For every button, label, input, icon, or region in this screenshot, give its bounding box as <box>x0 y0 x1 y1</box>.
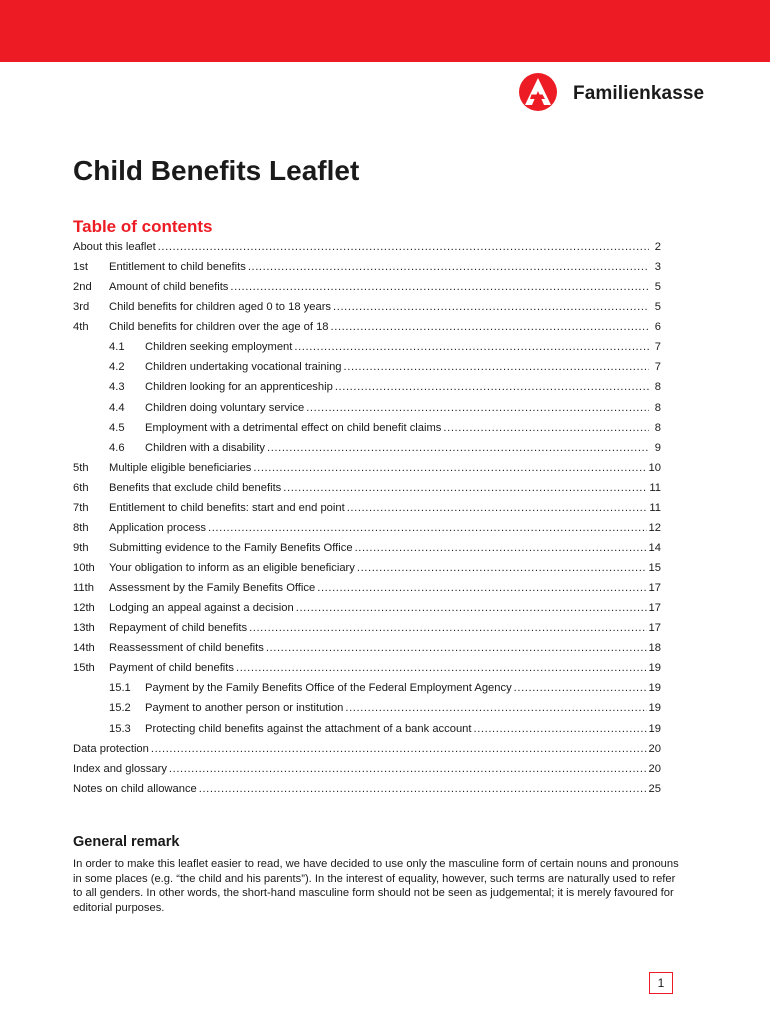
arbeitsagentur-a-logo-icon <box>518 72 558 117</box>
toc-entry-page: 7 <box>654 361 661 374</box>
toc-entry[interactable] <box>73 678 661 698</box>
toc-entry-label: Child benefits for children over the age of 18 <box>109 321 329 334</box>
toc-leader-dots <box>296 602 647 614</box>
toc-leader-dots <box>266 642 647 654</box>
toc-heading: Table of contents <box>73 217 213 236</box>
toc-entry-number: 4.2 <box>109 361 125 374</box>
toc-entry-label: Submitting evidence to the Family Benefits Office <box>109 541 353 554</box>
toc-entry[interactable] <box>73 438 661 458</box>
toc-entry-number: 10th <box>73 562 95 575</box>
document-title: Child Benefits Leaflet <box>73 155 360 186</box>
toc-entry-number: 4.1 <box>109 341 125 354</box>
toc-entry-number: 6th <box>73 481 89 494</box>
toc-entry-label: Benefits that exclude child benefits <box>109 481 282 494</box>
toc-entry-page: 11 <box>649 501 661 514</box>
toc-entry[interactable] <box>73 779 661 799</box>
toc-entry-number: 15.3 <box>109 722 131 735</box>
toc-leader-dots <box>236 662 647 674</box>
page-number: 1 <box>649 972 673 994</box>
general-remark-text: In order to make this leaflet easier to read, we have decided to use only the masculine form of certain nouns and pronouns in some places (e.g. “the child and his parents”). In the interest of equality, however, such terms are naturally used to refer to all genders. In other words, the short-hand masculine form should not be seen as judgemental; it is merely favoured for editorial purposes. <box>73 858 679 914</box>
toc-entry[interactable] <box>73 759 661 779</box>
toc-leader-dots <box>230 281 649 293</box>
toc-entry-page: 19 <box>648 702 661 715</box>
toc-entry[interactable] <box>73 558 661 578</box>
toc-leader-dots <box>474 723 647 735</box>
toc-entry-page: 8 <box>654 381 661 394</box>
toc-entry[interactable] <box>73 277 661 297</box>
toc-entry-page: 15 <box>648 562 661 575</box>
toc-entry-number: 4.3 <box>109 381 125 394</box>
toc-leader-dots <box>283 482 647 494</box>
toc-entry-label: Payment by the Family Benefits Office of the Federal Employment Agency <box>145 682 512 695</box>
toc-entry-label: Data protection <box>73 742 149 755</box>
toc-leader-dots <box>267 442 649 454</box>
toc-entry-page: 8 <box>654 421 661 434</box>
toc-entry-number: 4.6 <box>109 441 125 454</box>
toc-entry[interactable] <box>73 257 661 277</box>
toc-entry[interactable] <box>73 719 661 739</box>
toc-entry-label: Payment to another person or institution <box>145 702 344 715</box>
toc-entry[interactable] <box>73 618 661 638</box>
toc-entry-number: 9th <box>73 541 89 554</box>
toc-leader-dots <box>345 702 646 714</box>
table-of-contents <box>73 237 661 799</box>
toc-entry-number: 2nd <box>73 281 92 294</box>
toc-leader-dots <box>249 622 646 634</box>
toc-entry[interactable] <box>73 638 661 658</box>
toc-leader-dots <box>357 562 647 574</box>
toc-entry-page: 12 <box>648 521 661 534</box>
toc-entry-label: Child benefits for children aged 0 to 18 years <box>109 301 332 314</box>
toc-leader-dots <box>333 301 649 313</box>
toc-entry-number: 14th <box>73 642 95 655</box>
toc-leader-dots <box>317 582 646 594</box>
toc-entry-label: Children doing voluntary service <box>145 401 305 414</box>
toc-entry-page: 7 <box>654 341 661 354</box>
toc-entry-number: 1st <box>73 261 88 274</box>
toc-entry-number: 4th <box>73 321 89 334</box>
toc-entry-page: 25 <box>648 782 661 795</box>
toc-entry-number: 13th <box>73 622 95 635</box>
toc-leader-dots <box>253 462 646 474</box>
toc-entry-page: 2 <box>654 241 661 254</box>
header-red-bar <box>0 0 770 62</box>
toc-entry[interactable] <box>73 658 661 678</box>
toc-entry-label: Reassessment of child benefits <box>109 642 264 655</box>
toc-entry-page: 17 <box>648 582 661 595</box>
general-remark-heading: General remark <box>73 834 180 850</box>
toc-entry-number: 15th <box>73 662 95 675</box>
toc-entry-label: Notes on child allowance <box>73 782 197 795</box>
toc-entry-label: Lodging an appeal against a decision <box>109 602 294 615</box>
toc-leader-dots <box>199 783 647 795</box>
toc-entry-label: Entitlement to child benefits: start and end point <box>109 501 345 514</box>
toc-entry-number: 15.1 <box>109 682 131 695</box>
toc-entry-number: 11th <box>73 582 94 595</box>
toc-entry-label: Children with a disability <box>145 441 266 454</box>
toc-entry-label: Index and glossary <box>73 762 167 775</box>
toc-entry-label: Children seeking employment <box>145 341 293 354</box>
toc-entry[interactable] <box>73 357 661 377</box>
toc-entry[interactable] <box>73 297 661 317</box>
toc-entry-page: 18 <box>648 642 661 655</box>
toc-entry-number: 3rd <box>73 301 90 314</box>
toc-entry-label: Children undertaking vocational training <box>145 361 342 374</box>
toc-entry[interactable] <box>73 478 661 498</box>
toc-entry-page: 17 <box>648 622 661 635</box>
toc-leader-dots <box>335 381 649 393</box>
toc-entry-label: Employment with a detrimental effect on child benefit claims <box>145 421 442 434</box>
toc-leader-dots <box>514 682 647 694</box>
brand-name: Familienkasse <box>573 83 705 104</box>
toc-leader-dots <box>169 763 647 775</box>
toc-entry[interactable] <box>73 518 661 538</box>
toc-entry-number: 12th <box>73 602 95 615</box>
toc-entry-label: Entitlement to child benefits <box>109 261 246 274</box>
toc-entry-page: 17 <box>648 602 661 615</box>
toc-entry-page: 19 <box>648 682 661 695</box>
brand-logo <box>518 74 704 114</box>
toc-entry-label: Protecting child benefits against the attachment of a bank account <box>145 722 472 735</box>
toc-leader-dots <box>248 261 649 273</box>
toc-entry-number: 4.4 <box>109 401 125 414</box>
toc-leader-dots <box>443 422 649 434</box>
toc-leader-dots <box>355 542 647 554</box>
toc-entry[interactable] <box>73 538 661 558</box>
toc-leader-dots <box>151 743 647 755</box>
toc-leader-dots <box>344 361 649 373</box>
toc-entry-page: 6 <box>654 321 661 334</box>
toc-leader-dots <box>158 241 649 253</box>
toc-entry[interactable] <box>73 458 661 478</box>
toc-entry-page: 20 <box>648 742 661 755</box>
toc-entry[interactable] <box>73 418 661 438</box>
toc-leader-dots <box>208 522 647 534</box>
toc-entry[interactable] <box>73 398 661 418</box>
toc-entry-label: Children looking for an apprenticeship <box>145 381 333 394</box>
toc-leader-dots <box>347 502 648 514</box>
toc-entry-page: 19 <box>648 722 661 735</box>
toc-entry[interactable] <box>73 739 661 759</box>
toc-entry-page: 8 <box>654 401 661 414</box>
toc-entry[interactable] <box>73 698 661 718</box>
toc-leader-dots <box>306 402 649 414</box>
toc-entry-page: 14 <box>648 541 661 554</box>
toc-entry-label: About this leaflet <box>73 241 156 254</box>
toc-entry-number: 4.5 <box>109 421 125 434</box>
toc-leader-dots <box>331 321 649 333</box>
toc-leader-dots <box>294 341 649 353</box>
toc-entry-page: 11 <box>649 481 661 494</box>
toc-entry-number: 7th <box>73 501 89 514</box>
toc-entry-number: 5th <box>73 461 89 474</box>
toc-entry[interactable] <box>73 377 661 397</box>
toc-entry-page: 3 <box>654 261 661 274</box>
toc-entry-number: 8th <box>73 521 89 534</box>
toc-entry[interactable] <box>73 498 661 518</box>
toc-entry-label: Repayment of child benefits <box>109 622 248 635</box>
toc-entry-page: 19 <box>648 662 661 675</box>
toc-entry[interactable] <box>73 237 661 257</box>
toc-entry[interactable] <box>73 598 661 618</box>
toc-entry-label: Application process <box>109 521 207 534</box>
toc-entry-page: 5 <box>654 301 661 314</box>
toc-entry-page: 20 <box>648 762 661 775</box>
toc-entry-label: Amount of child benefits <box>109 281 229 294</box>
toc-entry-label: Multiple eligible beneficiaries <box>109 461 252 474</box>
toc-entry-label: Assessment by the Family Benefits Office <box>109 582 316 595</box>
toc-entry[interactable] <box>73 317 661 337</box>
toc-entry[interactable] <box>73 337 661 357</box>
toc-entry[interactable] <box>73 578 661 598</box>
toc-entry-label: Your obligation to inform as an eligible beneficiary <box>109 562 355 575</box>
toc-entry-page: 5 <box>654 281 661 294</box>
toc-entry-label: Payment of child benefits <box>109 662 234 675</box>
toc-entry-page: 10 <box>648 461 661 474</box>
toc-entry-page: 9 <box>654 441 661 454</box>
toc-entry-number: 15.2 <box>109 702 131 715</box>
